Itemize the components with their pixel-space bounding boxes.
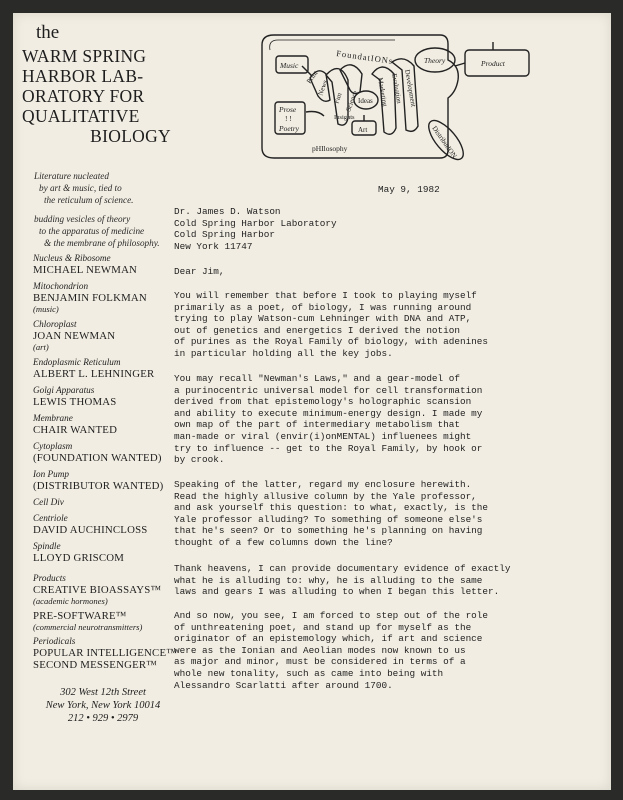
- paragraph-line: Thank heavens, I can provide documentary evidence of exactly: [174, 563, 511, 574]
- label-art: Art: [358, 126, 368, 134]
- paragraph-line: own map of the part of intermediary metabolism that: [174, 419, 460, 431]
- lab-name-line: QUALITATIVE: [22, 106, 140, 126]
- arrow: [455, 63, 465, 66]
- staff-name: (DISTRIBUTOR WANTED): [33, 480, 164, 492]
- paragraph-line: Alessandro Scarlatti after around 1700.: [174, 679, 393, 691]
- staff-name: ALBERT L. LEHNINGER: [33, 368, 155, 380]
- paragraph-line: were as the Ionian and Aeolian modes now known to us: [174, 644, 466, 656]
- paragraph-line: and ability to execute minimum-energy design. I made my: [174, 407, 483, 419]
- staff-name: BENJAMIN FOLKMAN: [33, 292, 147, 304]
- label-news: News: [316, 78, 330, 97]
- paragraph-line: whole new tonality, such as came into being with: [174, 667, 444, 679]
- paragraph-line: primarily as a poet, of biology, I was running around: [174, 301, 472, 313]
- lab-name-line: BIOLOGY: [90, 126, 171, 146]
- staff-name: MICHAEL NEWMAN: [33, 264, 138, 276]
- paragraph-line: derived from that epistemology's holographic scansion: [174, 396, 472, 408]
- staff-name: JOAN NEWMAN: [33, 330, 116, 342]
- staff-note: (academic hormones): [33, 596, 108, 606]
- staff-role: Endoplasmic Reticulum: [33, 357, 121, 367]
- staff-name: (FOUNDATION WANTED): [33, 452, 162, 464]
- recipient-line: New York 11747: [174, 240, 253, 252]
- cell-outline-inner: [270, 40, 395, 50]
- label-poetry: Poetry: [279, 124, 299, 133]
- address-line: 212 • 929 • 2979: [67, 713, 139, 724]
- staff-name: DAVID AUCHINCLOSS: [33, 524, 148, 536]
- staff-role: Centriole: [33, 513, 68, 523]
- paragraph-line: by crook.: [174, 454, 225, 466]
- paragraph-line: Yale professor alluding? To something of someone else's: [174, 513, 483, 525]
- recipient-line: Cold Spring Harbor Laboratory: [174, 217, 337, 229]
- label-prose-marks: ! !: [285, 114, 292, 123]
- staff-name: PRE-SOFTWARE™: [33, 610, 127, 622]
- staff-name: LLOYD GRISCOM: [33, 552, 125, 564]
- label-philosophy: pHIlosophy: [312, 144, 348, 153]
- label-foundations: FoundatIONs: [335, 48, 394, 66]
- paragraph-line: originator of an epistemology which, if art and science: [174, 633, 483, 645]
- staff-role: Cytoplasm: [33, 441, 73, 451]
- label-science: Science: [344, 89, 360, 113]
- recipient-address: [174, 206, 337, 252]
- paragraph: [174, 610, 488, 691]
- paragraph-line: Speaking of the latter, regard my enclosure herewith.: [174, 479, 472, 490]
- staff-name: LEWIS THOMAS: [33, 396, 117, 408]
- staff-role: Chloroplast: [33, 319, 77, 329]
- paragraph-line: in particular holding all the key jobs.: [174, 347, 393, 359]
- address-line: 302 West 12th Street: [60, 687, 146, 698]
- paragraph-line: thought of a few columns down the line?: [174, 536, 393, 548]
- staff-note: (commercial neurotransmitters): [33, 622, 143, 632]
- paragraph: [174, 290, 488, 360]
- staff-name: POPULAR INTELLIGENCE™: [33, 647, 178, 659]
- paragraph-line: Read the highly allusive column by the Yale professor,: [174, 490, 477, 502]
- paragraph-line: that he's seen? Or to something he's planning on having: [174, 525, 483, 537]
- paragraph-line: what he is alluding to: why, he is alluding to the same: [174, 574, 483, 586]
- tagline-line: by art & music, tied to: [39, 183, 122, 193]
- tagline-line: & the membrane of philosophy.: [44, 238, 160, 248]
- label-product: Product: [481, 59, 505, 68]
- paragraph-line: trying to play Watson-cum Lehninger with DNA and ATP,: [174, 313, 472, 325]
- label-marketing: Marketing: [376, 76, 389, 108]
- tagline-line: Literature nucleated: [34, 171, 109, 181]
- salutation: Dear Jim,: [174, 266, 225, 277]
- staff-role: Spindle: [33, 541, 61, 551]
- paragraph: [174, 373, 482, 466]
- paragraph-line: a purinocentric universal model for cell transformation: [174, 384, 483, 396]
- lab-name-line: WARM SPRING: [22, 46, 147, 66]
- letterhead-the: the: [36, 22, 60, 43]
- staff-role: Nucleus & Ribosome: [33, 253, 111, 263]
- staff-role: Ion Pump: [33, 469, 69, 479]
- staff-name: CHAIR WANTED: [33, 424, 118, 436]
- staff-name: CREATIVE BIOASSAYS™: [33, 584, 162, 596]
- paragraph-line: And so now, you see, I am forced to step out of the role: [174, 610, 489, 621]
- paragraph-line: laws and gears I was alluding to when I began this letter.: [174, 586, 500, 598]
- staff-note: (art): [33, 342, 49, 352]
- label-prose: Prose: [279, 105, 297, 114]
- paragraph-line: You will remember that before I took to playing myself: [174, 290, 477, 301]
- staff-role: Membrane: [33, 413, 73, 423]
- paragraph-line: man-made or viral (envir(i)onMENTAL) influenees might: [174, 430, 472, 442]
- staff-role: Mitochondrion: [33, 281, 89, 291]
- label-fun: Fun: [332, 91, 344, 105]
- paragraph-line: You may recall "Newman's Laws," and a gear-model of: [174, 373, 460, 384]
- lab-name-line: ORATORY FOR: [22, 86, 145, 106]
- staff-role: Periodicals: [33, 636, 76, 646]
- staff-name: SECOND MESSENGER™: [33, 659, 158, 671]
- paragraph-line: of purines as the Royal Family of biology, with adenines: [174, 336, 489, 348]
- label-print: Print: [305, 69, 320, 86]
- tagline-line: the reticulum of science.: [44, 195, 134, 205]
- staff-role: Golgi Apparatus: [33, 385, 95, 395]
- arrow: [306, 112, 324, 117]
- recipient-line: Cold Spring Harbor: [174, 229, 275, 241]
- paragraph: [174, 563, 510, 598]
- letter-date: May 9, 1982: [378, 184, 440, 195]
- paragraph-line: out of genetics and energetics I derived the notion: [174, 324, 460, 336]
- label-music: Music: [280, 61, 299, 70]
- label-insights: Insights: [334, 114, 355, 121]
- label-distribution: DistributION: [430, 124, 459, 160]
- staff-role: Products: [33, 573, 66, 583]
- tagline-line: budding vesicles of theory: [34, 214, 131, 224]
- staff-note: (music): [33, 304, 59, 314]
- paragraph-line: and ask yourself this question: to what, exactly, is the: [174, 502, 489, 514]
- paragraph: [174, 479, 488, 549]
- paragraph-line: of unthreatening poet, and stand up for myself as the: [174, 621, 472, 633]
- tagline-line: to the apparatus of medicine: [39, 226, 145, 236]
- label-evaluation: Evaluation: [390, 72, 404, 105]
- label-theory: Theory: [424, 56, 446, 65]
- label-ideas: Ideas: [358, 97, 373, 105]
- address-line: New York, New York 10014: [45, 700, 161, 711]
- lab-name-line: HARBOR LAB-: [22, 66, 144, 86]
- recipient-line: Dr. James D. Watson: [174, 206, 281, 217]
- paragraph-line: as major and minor, must be considered in terms of a: [174, 656, 466, 668]
- label-development: Development: [403, 68, 418, 108]
- staff-role: Cell Div: [33, 497, 64, 507]
- paragraph-line: try to influence -- get to the Royal Family, by hook or: [174, 442, 483, 454]
